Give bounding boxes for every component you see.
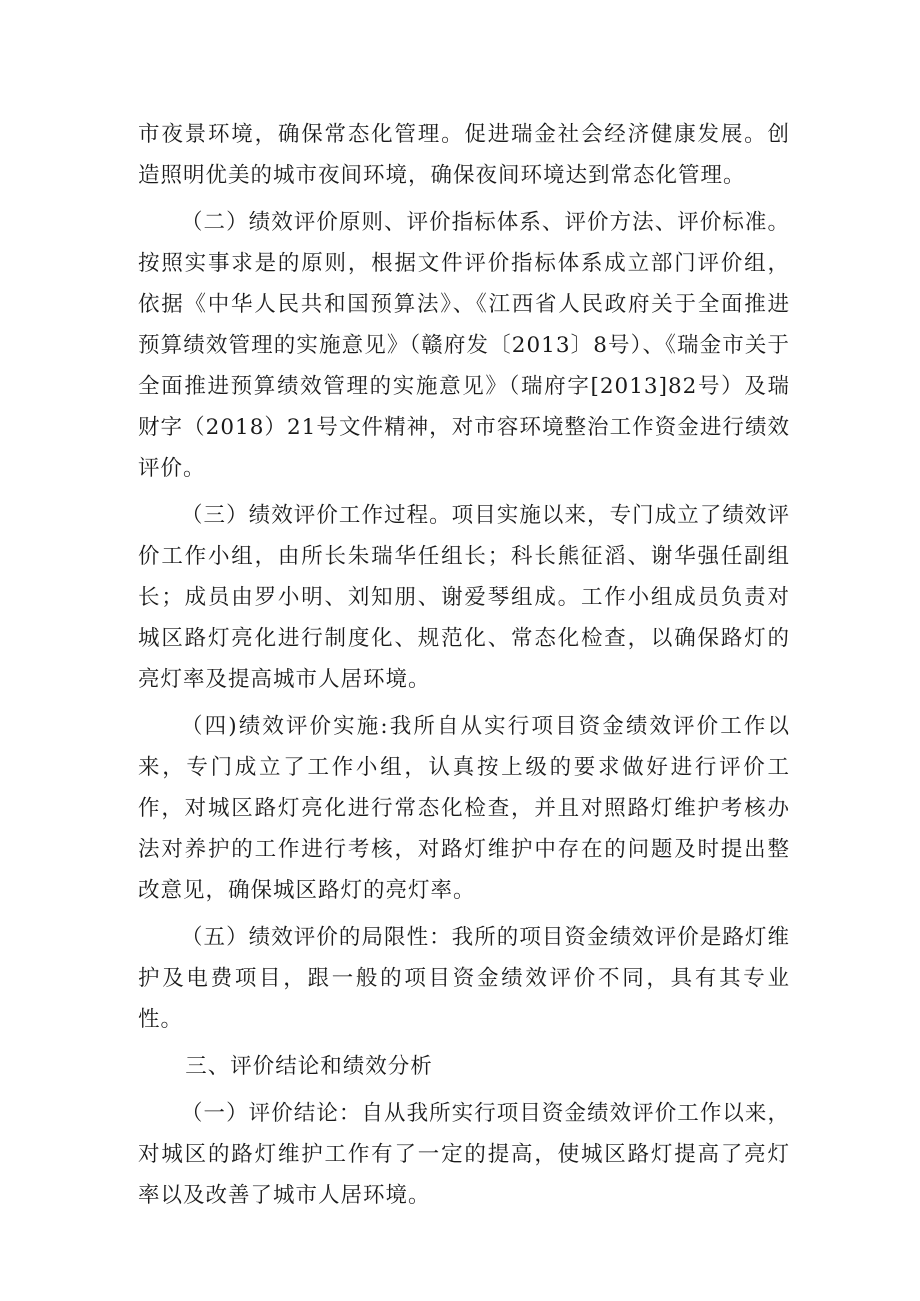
paragraph-evaluation-process: （三）绩效评价工作过程。项目实施以来，专门成立了绩效评价工作小组，由所长朱瑞华任组长；科长熊征滔、谢华强任副组长；成员由罗小明、刘知朋、谢爱琴组成。工作小组成员负责对城区路灯亮化进行制度化、规范化、常态化检查，以确保路灯的亮灯率及提高城市人居环境。 bbox=[138, 503, 790, 692]
document-page bbox=[138, 114, 790, 1222]
paragraph-evaluation-conclusion: （一）评价结论：自从我所实行项目资金绩效评价工作以来，对城区的路灯维护工作有了一定的提高，使城区路灯提高了亮灯率以及改善了城市人居环境。 bbox=[138, 1101, 790, 1208]
section-heading-conclusions: 三、评价结论和绩效分析 bbox=[185, 1054, 433, 1079]
paragraph-evaluation-limitations: （五）绩效评价的局限性：我所的项目资金绩效评价是路灯维护及电费项目，跟一般的项目资金绩效评价不同，具有其专业性。 bbox=[138, 925, 790, 1032]
paragraph-evaluation-principles: （二）绩效评价原则、评价指标体系、评价方法、评价标准。按照实事求是的原则，根据文件评价指标体系成立部门评价组，依据《中华人民共和国预算法》、《江西省人民政府关于全面推进预算绩效管理的实施意见》（赣府发〔2013〕8号）、《瑞金市关于全面推进预算绩效管理的实施意见》（瑞府字[2013]82号）及瑞财字（2018）21号文件精神，对市容环境整治工作资金进行绩效评价。 bbox=[138, 210, 790, 481]
paragraph-evaluation-implementation: （四)绩效评价实施:我所自从实行项目资金绩效评价工作以来，专门成立了工作小组，认真按上级的要求做好进行评价工作，对城区路灯亮化进行常态化检查，并且对照路灯维护考核办法对养护的工作进行考核，对路灯维护中存在的问题及时提出整改意见，确保城区路灯的亮灯率。 bbox=[138, 714, 790, 903]
paragraph-continuation: 市夜景环境，确保常态化管理。促进瑞金社会经济健康发展。创造照明优美的城市夜间环境，确保夜间环境达到常态化管理。 bbox=[138, 122, 790, 188]
